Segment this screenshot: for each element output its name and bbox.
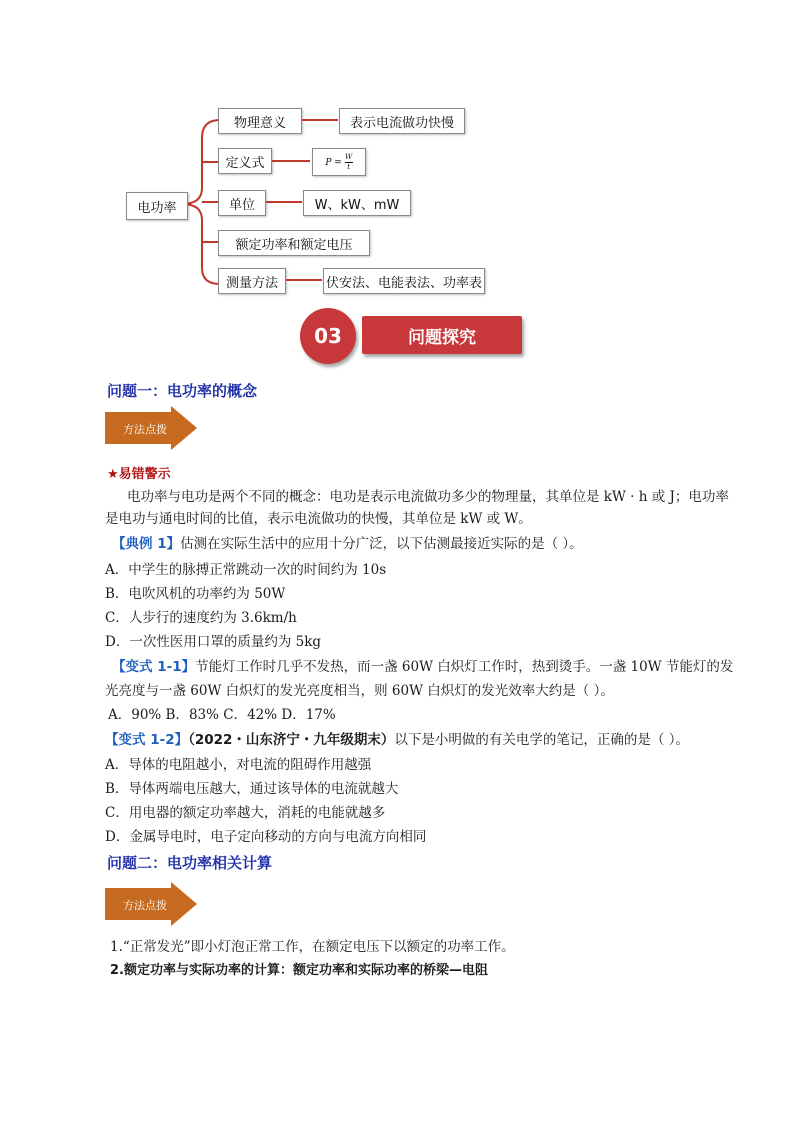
mindmap-node-unit bbox=[218, 190, 266, 216]
section-banner-number bbox=[300, 308, 356, 364]
node-value: W、kW、mW bbox=[314, 197, 400, 213]
point-1: 1.“正常发光”即小灯泡正常工作，在额定电压下以额定的功率工作。 bbox=[110, 939, 515, 955]
variant-label: 【变式 1-1】 bbox=[112, 659, 196, 675]
variant-text: 以下是小明做的有关电学的笔记，正确的是（ ）。 bbox=[394, 732, 689, 748]
formula-fraction bbox=[345, 153, 353, 172]
option: B．导体两端电压越大，通过该导体的电流就越大 bbox=[105, 781, 399, 797]
node-value: 伏安法、电能表法、功率表 bbox=[325, 275, 482, 291]
node-label: 定义式 bbox=[225, 155, 265, 171]
connector bbox=[286, 279, 322, 281]
variant-text: 节能灯工作时几乎不发热，而一盏 60W 白炽灯工作时，热到烫手。一盏 10W 节能灯的发 bbox=[195, 659, 734, 675]
method-tip-label: 方法点拨 bbox=[123, 899, 167, 912]
option: A．导体的电阻越小，对电流的阻碍作用越强 bbox=[105, 757, 372, 773]
mindmap-root bbox=[126, 192, 188, 220]
mindmap-root-label: 电功率 bbox=[137, 200, 177, 216]
node-label: 物理意义 bbox=[233, 115, 286, 131]
connector bbox=[272, 160, 310, 162]
example-label: 【典例 1】 bbox=[112, 536, 181, 552]
question-2-heading: 问题二：电功率相关计算 bbox=[107, 854, 273, 872]
node-label: 测量方法 bbox=[225, 275, 278, 291]
mindmap-node-formula bbox=[218, 148, 272, 174]
node-label: 单位 bbox=[228, 197, 255, 213]
formula-denominator: t bbox=[347, 162, 351, 171]
connector bbox=[266, 201, 302, 203]
formula bbox=[325, 153, 352, 172]
connector bbox=[302, 119, 338, 121]
option: A．中学生的脉搏正常跳动一次的时间约为 10s bbox=[105, 562, 387, 578]
option: C．人步行的速度约为 3.6km/h bbox=[105, 610, 297, 626]
method-tip-arrow bbox=[105, 882, 197, 926]
option: B．电吹风机的功率约为 50W bbox=[105, 586, 286, 602]
section-banner-title bbox=[362, 316, 522, 354]
method-tip-label: 方法点拨 bbox=[123, 423, 167, 436]
mindmap-node-rated bbox=[218, 230, 370, 256]
section-number: 03 bbox=[314, 324, 342, 348]
mindmap-node-meaning bbox=[218, 108, 302, 134]
variant-1-1 bbox=[112, 656, 733, 678]
paragraph-line: 是电功与通电时间的比值，表示电流做功的快慢，其单位是 kW 或 W。 bbox=[105, 511, 532, 527]
option: D．一次性医用口罩的质量约为 5kg bbox=[105, 634, 322, 650]
formula-lhs: P = bbox=[325, 157, 342, 168]
paragraph-line: 电功率与电功是两个不同的概念：电功是表示电流做功多少的物理量，其单位是 kW · h 或 J；电功率 bbox=[127, 489, 729, 505]
example-1 bbox=[112, 533, 583, 555]
method-tip-arrow bbox=[105, 406, 197, 450]
mindmap-value-measure bbox=[323, 268, 485, 294]
mindmap-value-formula bbox=[312, 148, 366, 176]
warning-title: ★易错警示 bbox=[107, 467, 171, 482]
point-2: 2.额定功率与实际功率的计算：额定功率和实际功率的桥梁—电阻 bbox=[110, 963, 488, 978]
variant-label: 【变式 1-2】 bbox=[105, 732, 189, 748]
node-value: 表示电流做功快慢 bbox=[349, 115, 454, 131]
variant-source: （2022・山东济宁・九年级期末） bbox=[188, 732, 395, 748]
question-1-heading: 问题一：电功率的概念 bbox=[107, 382, 258, 400]
mindmap-value-meaning bbox=[339, 108, 465, 134]
mindmap-node-measure bbox=[218, 268, 286, 294]
variant-text-line: 光亮度与一盏 60W 白炽灯的发光亮度相当，则 60W 白炽灯的发光效率大约是（ ）。 bbox=[105, 683, 614, 699]
option: C．用电器的额定功率越大，消耗的电能就越多 bbox=[105, 805, 386, 821]
formula-numerator: W bbox=[345, 152, 353, 161]
option: D．金属导电时，电子定向移动的方向与电流方向相同 bbox=[105, 829, 427, 845]
section-title: 问题探究 bbox=[408, 327, 476, 348]
mindmap-value-unit bbox=[303, 190, 411, 216]
node-label: 额定功率和额定电压 bbox=[235, 237, 353, 253]
variant-1-2 bbox=[105, 729, 689, 751]
variant-options: A．90% B．83% C．42% D．17% bbox=[108, 707, 336, 723]
example-text: 估测在实际生活中的应用十分广泛，以下估测最接近实际的是（ ）。 bbox=[180, 536, 583, 552]
